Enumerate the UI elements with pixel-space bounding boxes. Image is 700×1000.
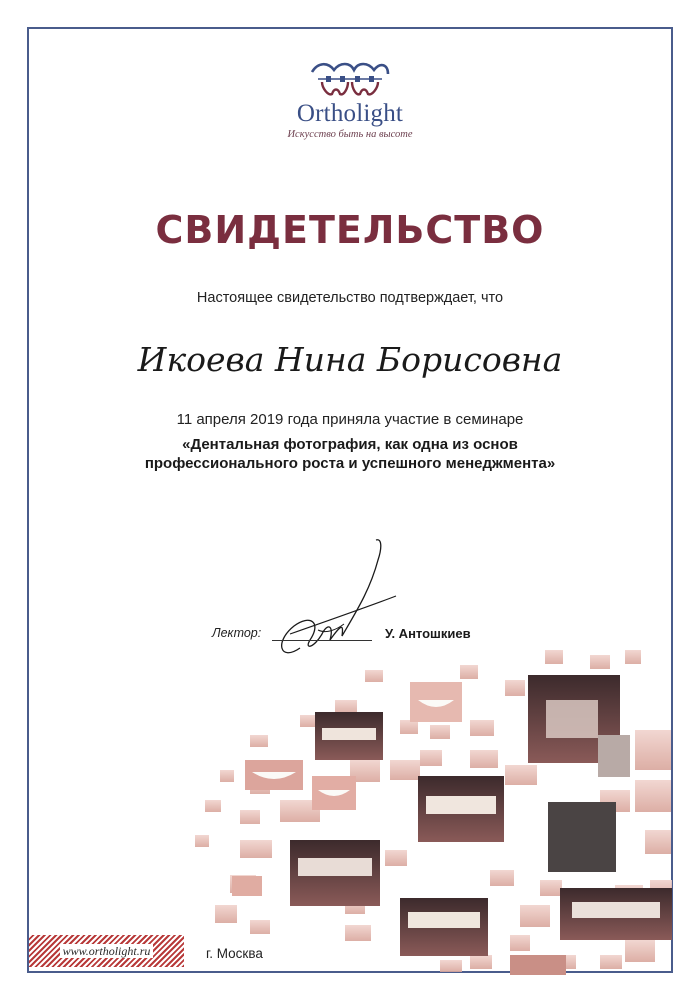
seminar-title-line-1: «Дентальная фотография, как одна из основ (182, 436, 518, 453)
city-label: г. Москва (206, 946, 263, 961)
logo-name: Ortholight (296, 100, 404, 127)
website-link[interactable] (29, 944, 184, 959)
lecturer-name: У. Антошкиев (385, 626, 471, 641)
logo-tagline: Искусство быть на высоте (287, 129, 413, 140)
website-text[interactable]: www.ortholight.ru (60, 944, 154, 958)
certificate-title: СВИДЕТЕЛЬСТВО (155, 208, 545, 252)
participation-date-line: 11 апреля 2019 года приняла участие в семинаре (176, 411, 524, 428)
seminar-title-line-2: профессионального роста и успешного менеджмента» (144, 455, 556, 472)
lecturer-label: Лектор: (212, 626, 262, 640)
recipient-name: Икоева Нина Борисовна (137, 340, 563, 379)
certificate-intro: Настоящее свидетельство подтверждает, что (196, 290, 504, 306)
